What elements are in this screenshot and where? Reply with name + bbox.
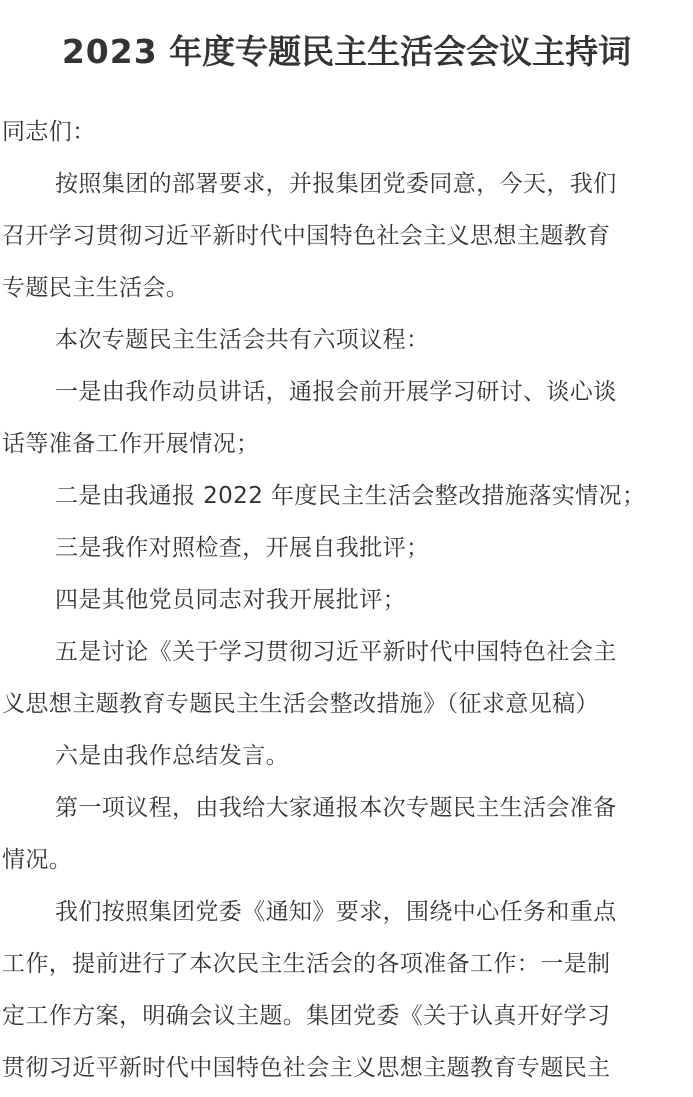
paragraph-line: 本次专题民主生活会共有六项议程： xyxy=(55,327,430,353)
agenda-item-2: 二是由我通报 2022 年度民主生活会整改措施落实情况； xyxy=(55,483,646,509)
salutation: 同志们： xyxy=(2,119,96,145)
paragraph-line: 定工作方案，明确会议主题。集团党委《关于认真开好学习 xyxy=(2,1003,611,1029)
paragraph-line: 专题民主生活会。 xyxy=(2,275,190,301)
paragraph-line: 召开学习贯彻习近平新时代中国特色社会主义思想主题教育 xyxy=(2,223,611,249)
paragraph-line: 贯彻习近平新时代中国特色社会主义思想主题教育专题民主 xyxy=(2,1055,611,1081)
agenda-item-3: 三是我作对照检查，开展自我批评； xyxy=(55,535,430,561)
paragraph-line: 第一项议程，由我给大家通报本次专题民主生活会准备 xyxy=(55,795,617,821)
agenda-item-1: 一是由我作动员讲话，通报会前开展学习研讨、谈心谈 xyxy=(55,379,617,405)
agenda-item-4: 四是其他党员同志对我开展批评； xyxy=(55,587,406,613)
paragraph-line: 我们按照集团党委《通知》要求，围绕中心任务和重点 xyxy=(55,899,617,925)
title-year: 2023 xyxy=(61,32,158,71)
document-body xyxy=(2,106,691,1094)
paragraph-line: 按照集团的部署要求，并报集团党委同意，今天，我们 xyxy=(55,171,617,197)
paragraph-line: 义思想主题教育专题民主生活会整改措施》（征求意见稿） xyxy=(2,691,599,717)
document-title xyxy=(0,28,693,76)
paragraph-line: 话等准备工作开展情况； xyxy=(2,431,260,457)
agenda-item-5: 五是讨论《关于学习贯彻习近平新时代中国特色社会主 xyxy=(55,639,617,665)
title-text: 年度专题民主生活会会议主持词 xyxy=(157,32,632,71)
agenda-item-6: 六是由我作总结发言。 xyxy=(55,743,289,769)
paragraph-line: 工作，提前进行了本次民主生活会的各项准备工作：一是制 xyxy=(2,951,611,977)
paragraph-line: 情况。 xyxy=(2,847,73,873)
